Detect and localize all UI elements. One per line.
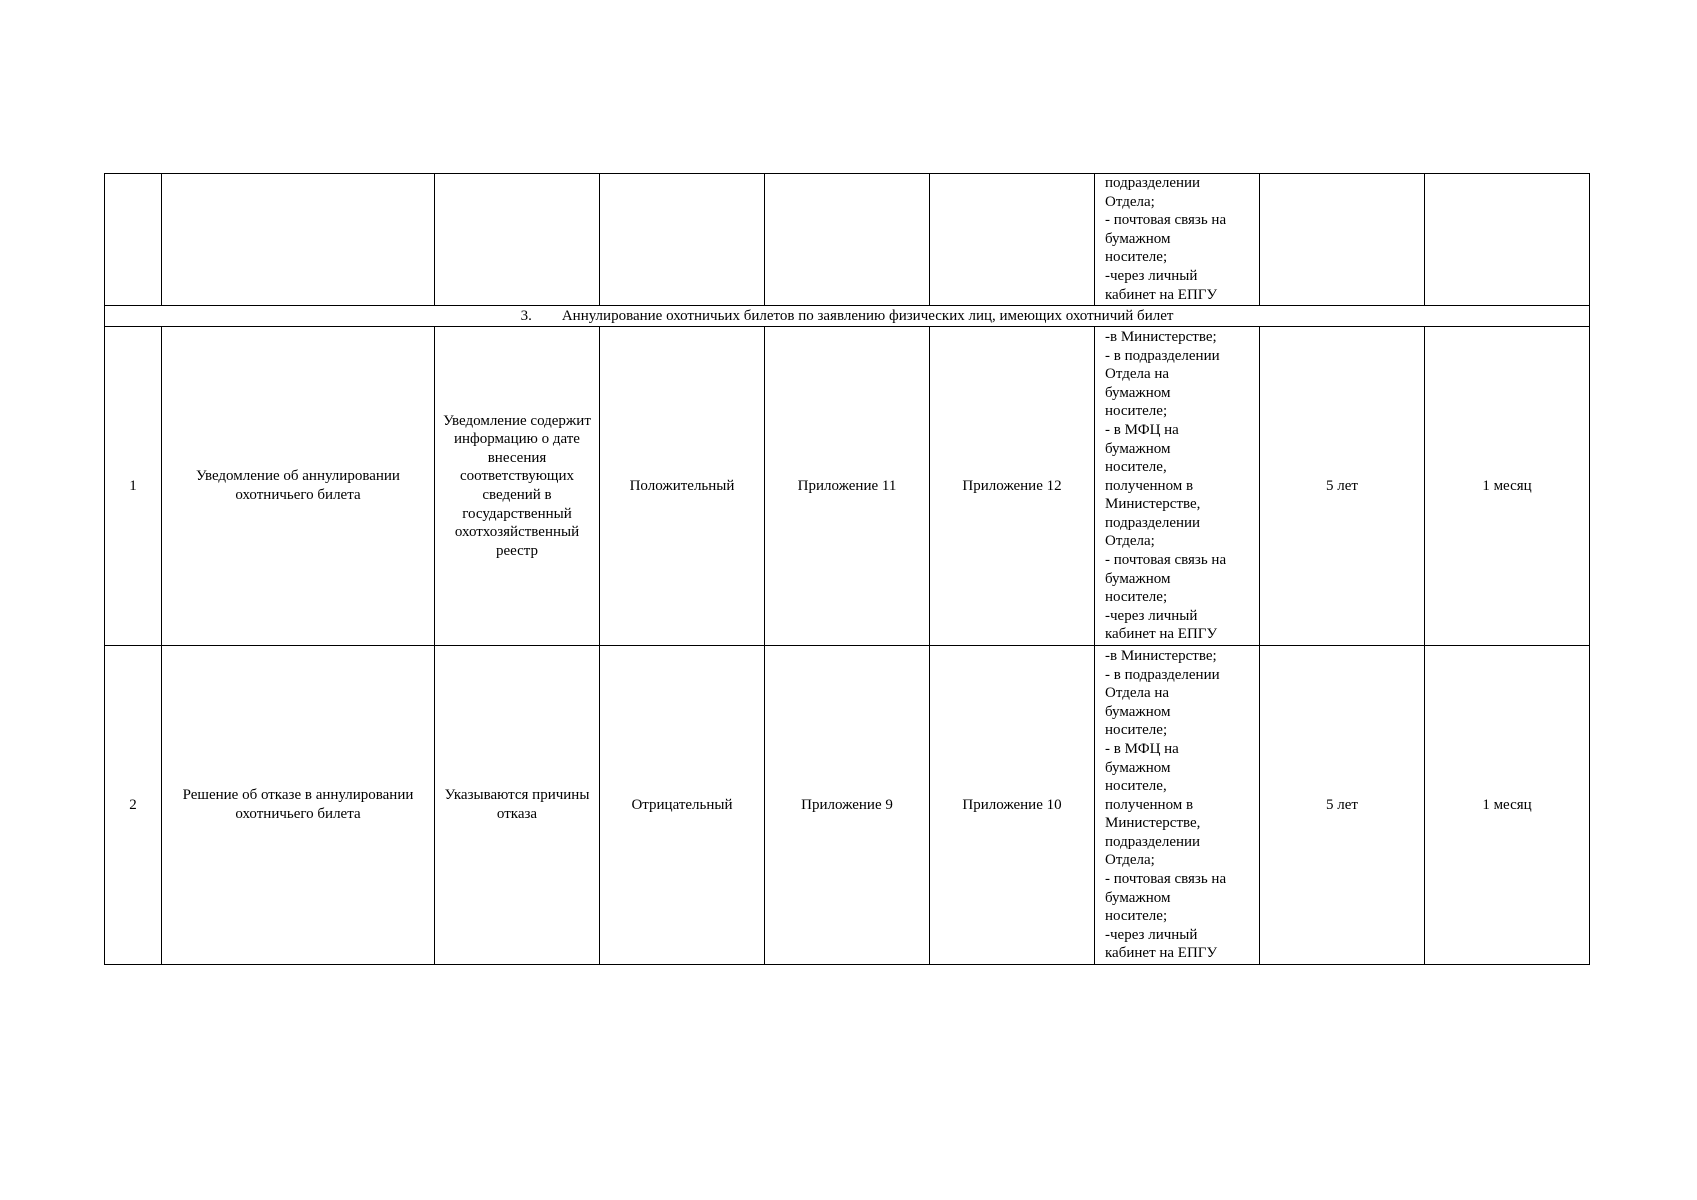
- cell-delivery-method: [1095, 646, 1260, 965]
- section-number: 3.: [520, 307, 532, 324]
- text-line: бумажном: [1105, 230, 1171, 247]
- text-line: Отдела;: [1105, 852, 1155, 869]
- continuation-row: [105, 174, 1590, 306]
- text-line: подразделении: [1105, 514, 1201, 531]
- cell-form: Приложение 9: [765, 646, 930, 965]
- text-line: - в МФЦ на: [1105, 421, 1179, 438]
- text-line: - почтовая связь на: [1105, 552, 1227, 569]
- cell-storage-mfc: 1 месяц: [1425, 646, 1590, 965]
- text-line: Отдела;: [1105, 193, 1155, 210]
- text-line: - в подразделении: [1105, 666, 1220, 683]
- text-line: -в Министерстве;: [1105, 647, 1217, 664]
- text-line: носителе;: [1105, 589, 1168, 606]
- cell-sample: Приложение 10: [930, 646, 1095, 965]
- text-line: - в МФЦ на: [1105, 740, 1179, 757]
- cell-storage-agency: [1260, 174, 1425, 306]
- results-table: [104, 173, 1590, 965]
- cell-document: Уведомление об аннулировании охотничьего билета: [162, 327, 435, 646]
- cell-sample: [930, 174, 1095, 306]
- cell-result-type: [600, 174, 765, 306]
- cell-requirements: Уведомление содержит информацию о дате внесения соответствующих сведений в государственный охотхозяйственный реестр: [435, 327, 600, 646]
- cell-storage-mfc: 1 месяц: [1425, 327, 1590, 646]
- cell-num: 1: [105, 327, 162, 646]
- text-line: - в подразделении: [1105, 347, 1220, 364]
- cell-delivery-method: [1095, 327, 1260, 646]
- cell-num: [105, 174, 162, 306]
- section-title: [105, 306, 1590, 327]
- cell-delivery-method: [1095, 174, 1260, 306]
- text-line: бумажном: [1105, 384, 1171, 401]
- text-line: кабинет на ЕПГУ: [1105, 286, 1218, 303]
- section-header-row: [105, 306, 1590, 327]
- text-line: Отдела на: [1105, 366, 1170, 383]
- text-line: Отдела;: [1105, 533, 1155, 550]
- text-line: носителе,: [1105, 459, 1167, 476]
- text-line: кабинет на ЕПГУ: [1105, 626, 1218, 643]
- section-title-text: Аннулирование охотничьих билетов по заявлению физических лиц, имеющих охотничий билет: [561, 307, 1174, 324]
- cell-storage-mfc: [1425, 174, 1590, 306]
- text-line: полученном в: [1105, 477, 1194, 494]
- cell-requirements: [435, 174, 600, 306]
- cell-result-type: Отрицательный: [600, 646, 765, 965]
- text-line: подразделении: [1105, 175, 1201, 191]
- text-line: носителе;: [1105, 722, 1168, 739]
- cell-result-type: Положительный: [600, 327, 765, 646]
- cell-storage-agency: 5 лет: [1260, 646, 1425, 965]
- cell-num: 2: [105, 646, 162, 965]
- text-line: Министерстве,: [1105, 815, 1201, 832]
- cell-storage-agency: 5 лет: [1260, 327, 1425, 646]
- cell-sample: Приложение 12: [930, 327, 1095, 646]
- text-line: подразделении: [1105, 833, 1201, 850]
- text-line: бумажном: [1105, 759, 1171, 776]
- text-line: -через личный: [1105, 926, 1198, 943]
- text-line: Министерстве,: [1105, 496, 1201, 513]
- text-line: -в Министерстве;: [1105, 328, 1217, 345]
- cell-form: Приложение 11: [765, 327, 930, 646]
- text-line: -через личный: [1105, 607, 1198, 624]
- text-line: бумажном: [1105, 570, 1171, 587]
- text-line: Отдела на: [1105, 685, 1170, 702]
- cell-requirements: Указываются причины отказа: [435, 646, 600, 965]
- table-row: [105, 646, 1590, 965]
- cell-form: [765, 174, 930, 306]
- text-line: бумажном: [1105, 703, 1171, 720]
- text-line: - почтовая связь на: [1105, 212, 1227, 229]
- text-line: - почтовая связь на: [1105, 871, 1227, 888]
- text-line: носителе,: [1105, 778, 1167, 795]
- text-line: кабинет на ЕПГУ: [1105, 945, 1218, 962]
- text-line: полученном в: [1105, 796, 1194, 813]
- cell-document: [162, 174, 435, 306]
- cell-document: Решение об отказе в аннулировании охотничьего билета: [162, 646, 435, 965]
- text-line: носителе;: [1105, 403, 1168, 420]
- text-line: носителе;: [1105, 908, 1168, 925]
- text-line: носителе;: [1105, 249, 1168, 266]
- text-line: бумажном: [1105, 440, 1171, 457]
- text-line: -через личный: [1105, 267, 1198, 284]
- text-line: бумажном: [1105, 889, 1171, 906]
- table-row: [105, 327, 1590, 646]
